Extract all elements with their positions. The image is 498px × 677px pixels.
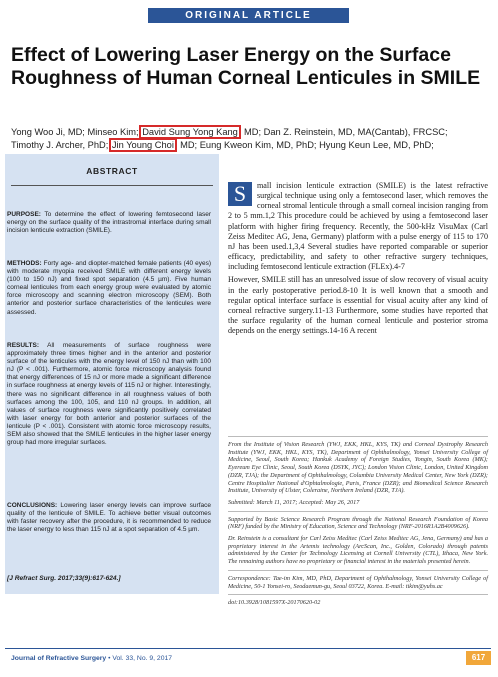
divider [228, 570, 488, 571]
abstract-citation: [J Refract Surg. 2017;33(9):617-624.] [7, 575, 121, 582]
body-paragraph-2: However, SMILE still has an unresolved issue of slow recovery of visual acuity in the early postoperative period.8-10 It is well known that a smooth and regular optical interface surface is essential for visual acuity after any kind of corneal refractive surgery.11-13 Furthermore, some studies have reported that the surface regularity of the human corneal lenticule and posterior stroma depends on the energy settings.14-16 A recent [228, 275, 488, 336]
highlighted-author: David Sung Yong Kang [142, 127, 238, 137]
author-text: Yong Woo Ji, MD; Minseo Kim; [11, 127, 142, 137]
page-number: 617 [466, 651, 491, 665]
results-text: All measurements of surface roughness were approximately three times higher and in the anterior and posterior surface of the lenticules with the energy level of 150 nJ than with 100 nJ (P < .001). Furthermore, atomic force microscopy analysis found that energy differences of 15 nJ or more made a significant difference in surface roughness at energy levels of 115 nJ or higher. Interestingly, there was no significant difference in all roughness values of both surfaces among the 100, 105, and 110 nJ groups. In addition, all values of surface roughness were significantly positively correlated with laser energy for both anterior and posterior surfaces of the lenticule (P < .001). Consistent with atomic force microscopy results, SEM also showed that the SMILE lenticules in the higher laser energy group had more irregular surfaces. [7, 342, 211, 447]
drop-cap: S [228, 182, 252, 206]
author-line-1 [11, 126, 489, 139]
journal-name: Journal of Refractive Surgery [11, 655, 107, 662]
methods-label: METHODS: [7, 260, 42, 267]
author-text: , MD; Eung Kweon Kim, MD, PhD; Hyung Keun Lee, MD, PhD; [174, 140, 434, 151]
footer-journal [11, 655, 172, 662]
author-line-2 [11, 139, 489, 152]
article-title: Effect of Lowering Laser Energy on the Surface Roughness of Human Corneal Lenticules in SMILE [11, 44, 481, 89]
footer-rule [5, 648, 491, 649]
author-text: , MD; Dan Z. Reinstein, MD, MA(Cantab), FRCSC; [238, 127, 448, 137]
divider [228, 594, 488, 595]
affiliations-block [228, 436, 488, 611]
conclusions-text: Lowering laser energy levels can improve surface quality of the lenticule of SMILE. To achieve better visual outcomes with faster recovery after the procedure, it is recommended to reduce the laser energy to less than 115 nJ at a spot separation of 4.5 µm. [7, 502, 211, 534]
affiliations-from: From the Institute of Vision Research (YWJ, EKK, HKL, KYS, TK) and Corneal Dystrophy Research Institute (YWJ, EKK, HKL, KYS, TK), Department of Ophthalmology, Yonsei University College of Medicine, Seoul, South Korea; Hankuk Academy of Foreign Studies, Yongin, South Korea (MK); Eyereum Eye Clinic, Seoul, South Korea (DSYK, JYC); London Vision Clinic, London, United Kingdom (DZR, TJA); the Department of Ophthalmology, Columbia University Medical Center, New York (DZR); Centre Hospitalier National d'Ophtalmologie, Paris, France (DZR); and Biomedical Science Research Institute, University of Ulster, Coleraine, Northern Ireland (DZR, TJA). [228, 441, 488, 495]
doi: doi:10.3928/1081597X-20170620-02 [228, 599, 321, 607]
disclosure-statement: Dr. Reinstein is a consultant for Carl Zeiss Meditec (Carl Zeiss Meditec AG, Jena, Germany) and has a proprietary interest in the Artemis technology (ArcScan, Inc., Golden, Colorado) through patents administered by the Center for Technology Licensing at Cornell University (CTL), Ithaca, New York. The remaining authors have no proprietary or financial interest in the materials presented herein. [228, 535, 488, 566]
methods-text: Forty age- and diopter-matched female patients (40 eyes) with moderate myopia received SMILE with different energy levels (100 to 150 nJ) and fixed spot separation (4.5 µm). Five human corneal lenticules from each energy group were evaluated by atomic force microscopy and scanning electron microscopy (SEM). Both anterior and posterior surface characteristics of the lenticules were assessed. [7, 260, 211, 316]
journal-issue: • Vol. 33, No. 9, 2017 [106, 655, 173, 662]
purpose-label: PURPOSE: [7, 211, 41, 218]
divider [228, 511, 488, 512]
article-type-banner: ORIGINAL ARTICLE [148, 8, 349, 23]
highlighted-author: Jin Young Choi [111, 140, 174, 151]
body-text [228, 181, 488, 339]
abstract-purpose [7, 211, 211, 235]
paragraph-text: mall incision lenticule extraction (SMILE) is the latest refractive surgical technique using only a femtosecond laser, which removes the corneal stromal lenticule through a small corneal incision ranging from 2 to 5 mm.1,2 This procedure could be achieved by using a femtosecond laser platform with higher firing frequency. Recently, the 500-kHz VisuMax (Carl Zeiss Meditec AG, Jena, Germany) platform with a pulse energy of 115 to 170 nJ has been used.1,3,4 Several studies have reported comparable or superior efficacy, predictability, and safety to other refractive surgery techniques, including femtosecond lenticule extraction (FLEx).4-7 [228, 181, 488, 272]
author-text: Timothy J. Archer, PhD; [11, 140, 111, 151]
abstract-divider [11, 185, 213, 186]
body-paragraph-1 [228, 181, 488, 272]
abstract-heading: ABSTRACT [86, 166, 138, 176]
correspondence: Correspondence: Tae-im Kim, MD, PhD, Department of Ophthalmology, Yonsei University College of Medicine, 50-1 Yonsei-ro, Seodaemun-gu, Seoul 03722, Korea. E-mail: tikim@yuhs.ac [228, 574, 488, 590]
purpose-text: To determine the effect of lowering femtosecond laser energy on the surface quality of the intrastromal interface during small incision lenticule extraction (SMILE). [7, 211, 211, 235]
funding-statement: Supported by Basic Science Research Program through the National Research Foundation of Korea (NRF) funded by the Ministry of Education, Science and Technology (NRF-2016R1A2B4009626). [228, 515, 488, 531]
abstract-results [7, 342, 211, 447]
abstract-methods [7, 260, 211, 317]
results-label: RESULTS: [7, 342, 40, 349]
conclusions-label: CONCLUSIONS: [7, 502, 58, 509]
submission-dates: Submitted: March 11, 2017; Accepted: May 26, 2017 [228, 498, 360, 506]
abstract-conclusions [7, 502, 211, 534]
